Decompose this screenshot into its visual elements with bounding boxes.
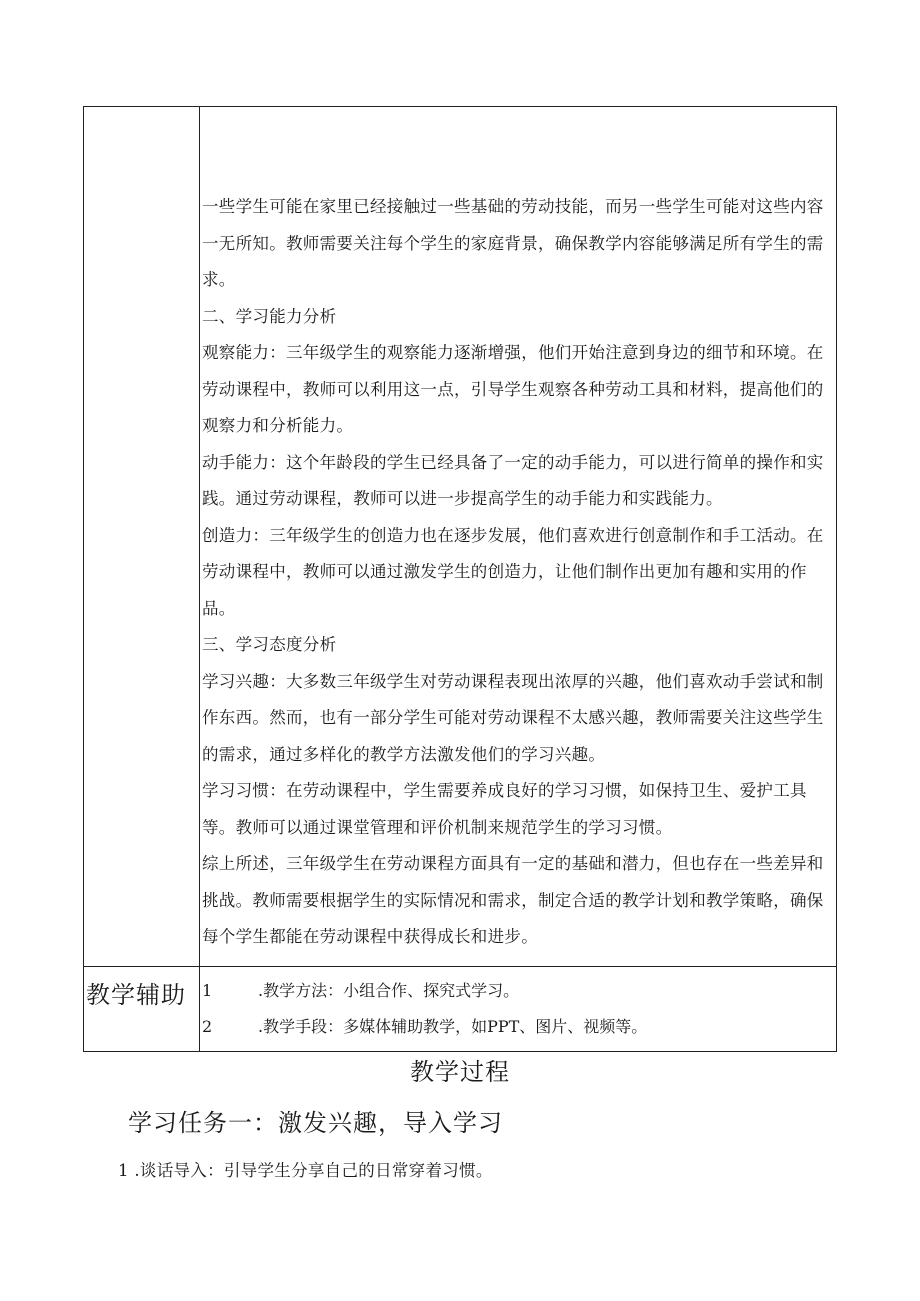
heading-learning-attitude: 三、学习态度分析 [202, 635, 337, 654]
teaching-aid-item [202, 973, 836, 1009]
aid-number: 2 [202, 1016, 213, 1036]
analysis-row [84, 107, 837, 967]
aid-text: .教学方法：小组合作、探究式学习。 [258, 980, 520, 1000]
lesson-plan-table [83, 106, 837, 1052]
heading-learning-ability: 二、学习能力分析 [202, 306, 337, 326]
paragraph-hands-on: 动手能力：这个年龄段的学生已经具备了一定的动手能力，可以进行简单的操作和实践。通过劳动课程，教师可以进一步提高学生的动手能力和实践能力。 [202, 452, 824, 508]
paragraph-summary: 综上所述，三年级学生在劳动课程方面具有一定的基础和潜力，但也存在一些差异和挑战。教师需要根据学生的实际情况和需求，制定合适的教学计划和教学策略，确保每个学生都能在劳动课程中获得成长和进步。 [202, 854, 824, 946]
teaching-aids-label: 教学辅助 [84, 966, 200, 1051]
paragraph-habits: 学习习惯：在劳动课程中，学生需要养成良好的学习习惯，如保持卫生、爱护工具等。教师可以通过课堂管理和评价机制来规范学生的学习习惯。 [202, 781, 807, 837]
paragraph-observation: 观察能力：三年级学生的观察能力逐渐增强，他们开始注意到身边的细节和环境。在劳动课程中，教师可以利用这一点，引导学生观察各种劳动工具和材料，提高他们的观察力和分析能力。 [202, 343, 824, 435]
paragraph-creativity: 创造力：三年级学生的创造力也在逐步发展，他们喜欢进行创意制作和手工活动。在劳动课程中，教师可以通过激发学生的创造力，让他们制作出更加有趣和实用的作品。 [202, 525, 824, 618]
teaching-aid-item [202, 1009, 836, 1045]
task-one-title: 学习任务一：激发兴趣，导入学习 [128, 1109, 503, 1137]
teaching-aids-row [84, 966, 837, 1051]
paragraph-family-background: 一些学生可能在家里已经接触过一些基础的劳动技能，而另一些学生可能对这些内容一无所知。教师需要关注每个学生的家庭背景，确保教学内容能够满足所有学生的需求。 [202, 197, 824, 289]
step-one-text: 1 .谈话导入：引导学生分享自己的日常穿着习惯。 [118, 1161, 493, 1180]
analysis-content-cell [200, 107, 837, 967]
aid-number: 1 [202, 980, 213, 1000]
aid-text: .教学手段：多媒体辅助教学，如PPT、图片、视频等。 [258, 1016, 648, 1036]
teaching-aids-content [200, 966, 837, 1051]
paragraph-interest: 学习兴趣：大多数三年级学生对劳动课程表现出浓厚的兴趣，他们喜欢动手尝试和制作东西。然而，也有一部分学生可能对劳动课程不太感兴趣，教师需要关注这些学生的需求，通过多样化的教学方法激发他们的学习兴趣。 [202, 671, 824, 764]
process-title: 教学过程 [410, 1058, 510, 1086]
analysis-label-cell [84, 107, 200, 967]
